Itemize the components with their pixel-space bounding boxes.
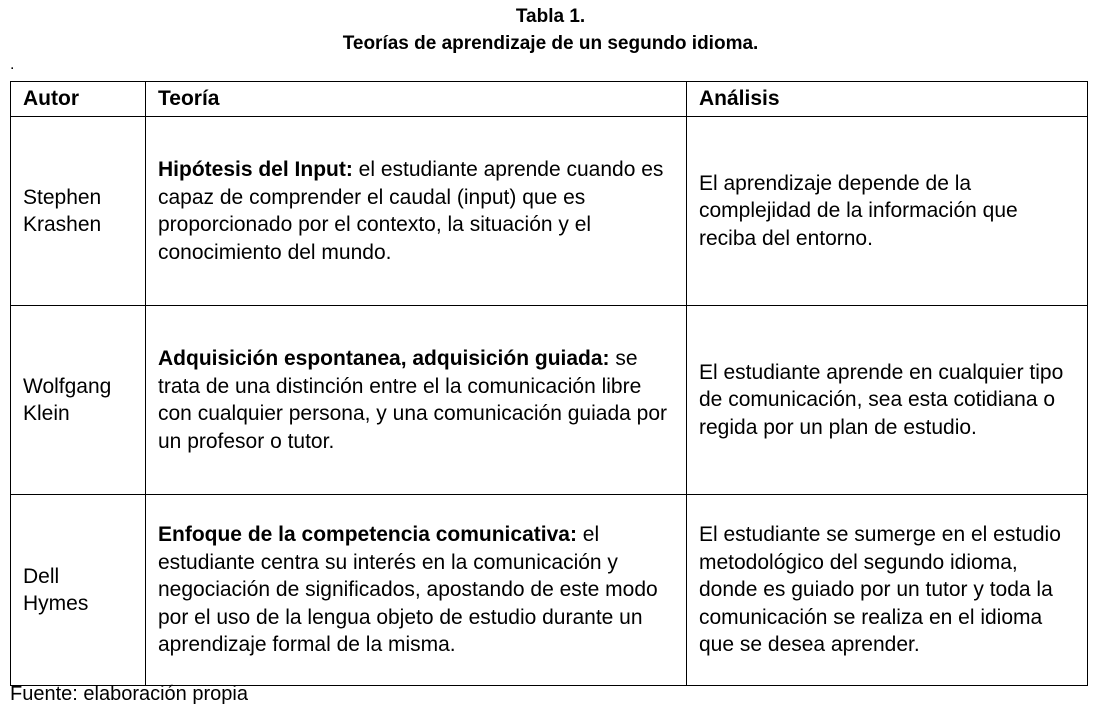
theory-term: Enfoque de la competencia comunicativa: xyxy=(158,523,577,547)
header-analisis: Análisis xyxy=(687,82,1088,117)
table-source-note: Fuente: elaboración propia xyxy=(10,683,248,705)
theories-table xyxy=(10,81,1088,686)
header-autor: Autor xyxy=(11,82,146,117)
theory-term: Hipótesis del Input: xyxy=(158,158,353,181)
table-caption-label: Tabla 1. xyxy=(515,6,586,27)
table-caption-title: Teorías de aprendizaje de un segundo idioma. xyxy=(342,33,759,54)
table-row xyxy=(11,306,1088,495)
header-teoria: Teoría xyxy=(146,82,687,117)
author-first-name: Stephen xyxy=(23,185,102,209)
theory-cell xyxy=(146,306,687,495)
author-cell xyxy=(11,306,146,495)
theory-description: el estudiante centra su interés en la comunicación y negociación de significados, apostando de este modo por el uso de la lengua objeto de estudio durante un aprendizaje formal de la misma. xyxy=(158,523,658,657)
theory-cell xyxy=(146,495,687,686)
theory-term: Adquisición espontanea, adquisición guiada: xyxy=(158,347,610,370)
theory-description: se trata de una distinción entre el la comunicación libre con cualquier persona, y una comunicación guiada por un profesor o tutor. xyxy=(158,347,667,453)
stray-mark: . xyxy=(10,56,15,73)
table-row xyxy=(11,117,1088,306)
author-cell xyxy=(11,117,146,306)
analysis-cell: El estudiante se sumerge en el estudio metodológico del segundo idioma, donde es guiado por un tutor y toda la comunicación se realiza en el idioma que se desea aprender. xyxy=(687,495,1088,686)
analysis-cell: El aprendizaje depende de la complejidad de la información que reciba del entorno. xyxy=(687,117,1088,306)
table-header-row xyxy=(11,82,1088,117)
author-last-name: Krashen xyxy=(23,213,102,236)
author-last-name: Hymes xyxy=(23,592,89,615)
author-first-name: Wolfgang xyxy=(23,374,112,398)
theory-description: el estudiante aprende cuando es capaz de comprender el caudal (input) que es proporcionado por el contexto, la situación y el conocimiento del mundo. xyxy=(158,158,664,264)
theory-cell xyxy=(146,117,687,306)
author-first-name: Dell xyxy=(23,564,60,588)
author-last-name: Klein xyxy=(23,402,70,425)
author-cell xyxy=(11,495,146,686)
analysis-cell: El estudiante aprende en cualquier tipo de comunicación, sea esta cotidiana o regida por un plan de estudio. xyxy=(687,306,1088,495)
table-row xyxy=(11,495,1088,686)
